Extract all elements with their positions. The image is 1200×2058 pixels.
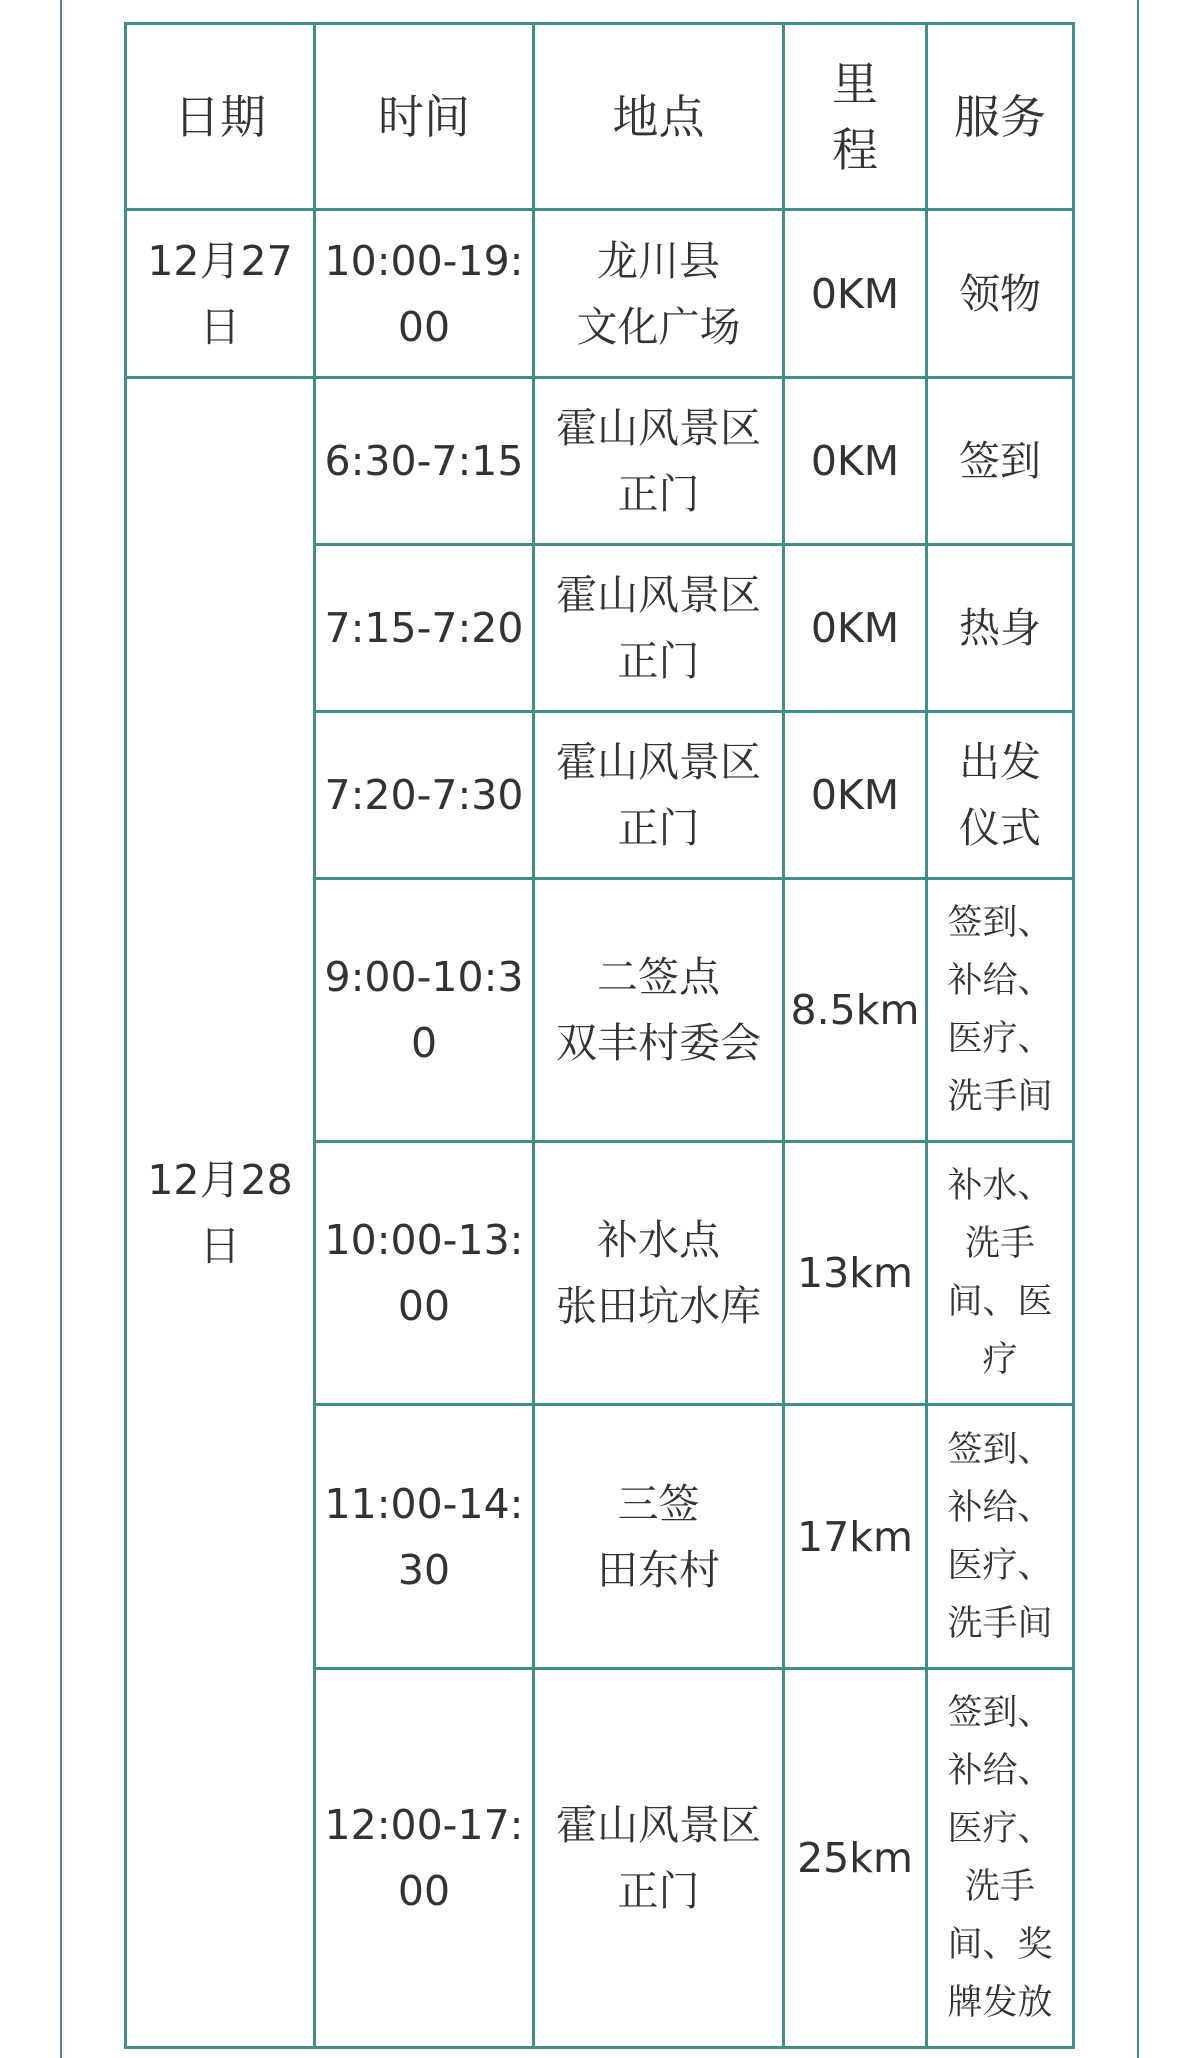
table-header-row [126, 24, 1074, 210]
service-cell: 签到、补给、医疗、洗手间、奖牌发放 [927, 1669, 1074, 2048]
header-service: 服务 [927, 24, 1074, 210]
service-cell: 签到、补给、医疗、洗手间 [927, 1405, 1074, 1669]
distance-cell: 0KM [784, 712, 927, 879]
location-cell [534, 879, 784, 1142]
distance-cell: 0KM [784, 378, 927, 545]
header-location: 地点 [534, 24, 784, 210]
time-cell: 12:00-17:00 [315, 1669, 534, 2048]
distance-cell: 8.5km [784, 879, 927, 1142]
location-line2: 正门 [617, 637, 700, 685]
time-cell: 11:00-14:30 [315, 1405, 534, 1669]
distance-cell: 13km [784, 1142, 927, 1405]
date-cell-day2: 12月28日 [126, 378, 315, 2048]
location-cell [534, 1669, 784, 2048]
location-line2: 正门 [617, 804, 700, 852]
service-cell: 领物 [927, 210, 1074, 378]
service-cell: 签到、补给、医疗、洗手间 [927, 879, 1074, 1142]
service-cell: 热身 [927, 545, 1074, 712]
location-cell [534, 210, 784, 378]
header-time: 时间 [315, 24, 534, 210]
location-cell [534, 1142, 784, 1405]
location-cell [534, 545, 784, 712]
location-line2: 文化广场 [576, 302, 741, 351]
service-cell: 签到 [927, 378, 1074, 545]
location-line1: 三签 [617, 1479, 700, 1528]
service-cell: 出发仪式 [927, 712, 1074, 879]
header-distance: 里程 [784, 24, 927, 210]
location-line2: 正门 [617, 470, 700, 518]
content-frame-left-border [60, 0, 62, 2058]
time-cell: 10:00-13:00 [315, 1142, 534, 1405]
location-line1: 霍山风景区 [556, 571, 761, 619]
time-cell: 9:00-10:30 [315, 879, 534, 1142]
location-line1: 龙川县 [597, 236, 720, 285]
table-row [126, 378, 1074, 545]
location-line2: 张田坑水库 [556, 1282, 761, 1330]
schedule-table [124, 22, 1075, 2049]
location-line2: 双丰村委会 [556, 1019, 761, 1067]
location-line1: 补水点 [597, 1216, 720, 1264]
location-line2: 正门 [617, 1867, 700, 1915]
distance-cell: 0KM [784, 545, 927, 712]
distance-cell: 25km [784, 1669, 927, 2048]
location-cell [534, 712, 784, 879]
distance-cell: 0KM [784, 210, 927, 378]
location-line1: 霍山风景区 [556, 404, 761, 452]
time-cell: 10:00-19:00 [315, 210, 534, 378]
time-cell: 7:20-7:30 [315, 712, 534, 879]
location-cell [534, 1405, 784, 1669]
table-row [126, 210, 1074, 378]
service-cell: 补水、洗手间、医疗 [927, 1142, 1074, 1405]
content-frame-right-border [1137, 0, 1139, 2058]
time-cell: 7:15-7:20 [315, 545, 534, 712]
location-cell [534, 378, 784, 545]
date-cell-day1: 12月27日 [126, 210, 315, 378]
distance-cell: 17km [784, 1405, 927, 1669]
location-line2: 田东村 [597, 1545, 720, 1594]
time-cell: 6:30-7:15 [315, 378, 534, 545]
location-line1: 霍山风景区 [556, 738, 761, 786]
header-date: 日期 [126, 24, 315, 210]
location-line1: 二签点 [597, 953, 720, 1001]
location-line1: 霍山风景区 [556, 1801, 761, 1849]
